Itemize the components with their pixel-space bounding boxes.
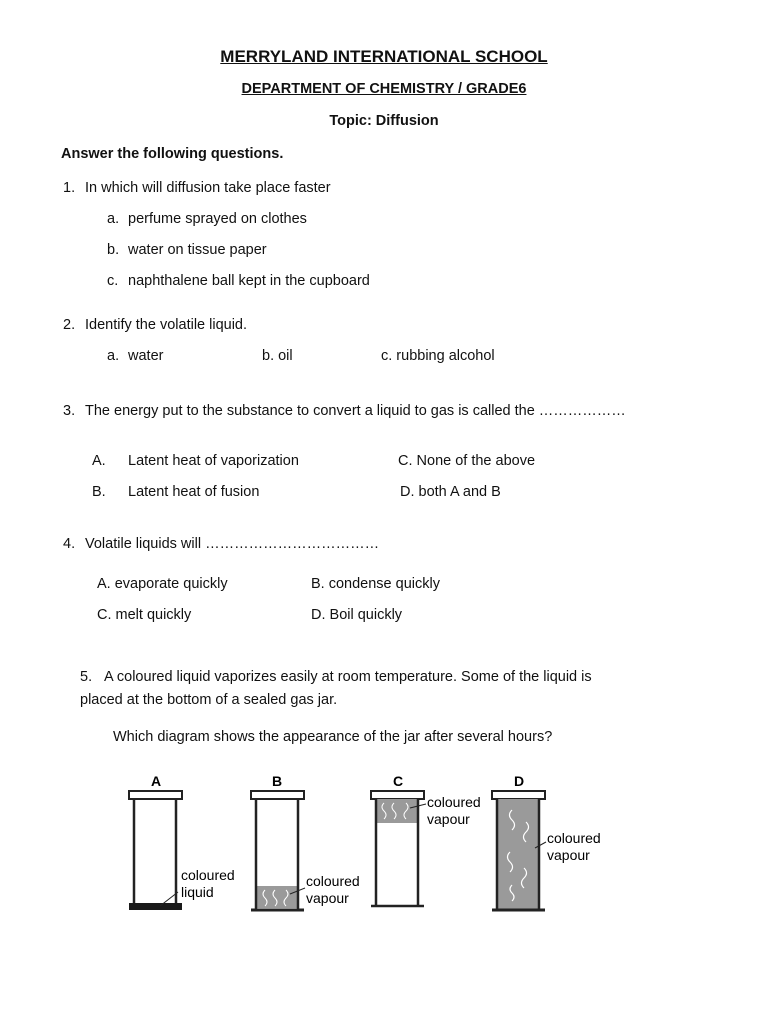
q4-option-d: D. Boil quickly (311, 607, 403, 623)
q1-option-a-text: perfume sprayed on clothes (128, 211, 307, 227)
question-5-line1: A coloured liquid vaporizes easily at room temperature. Some of the liquid is (104, 669, 592, 685)
q3-option-c: C. None of the above (398, 453, 536, 469)
jar-b (251, 773, 360, 910)
jar-d-vapour (497, 799, 539, 909)
question-4-text: Volatile liquids will ……………………………… (85, 536, 380, 552)
q4-option-b: B. condense quickly (311, 576, 440, 592)
q1-option-a-label: a. (107, 211, 120, 227)
question-3-number: 3. (63, 403, 76, 419)
jar-a-liquid (129, 903, 182, 910)
question-1-number: 1. (63, 180, 76, 196)
q2-option-a-text: water (128, 348, 164, 364)
question-5-number: 5. (80, 669, 93, 685)
jar-a-label-line1: coloured (181, 867, 235, 883)
q3-option-b-text: Latent heat of fusion (128, 484, 260, 500)
q4-option-c: C. melt quickly (97, 607, 192, 623)
question-3-text: The energy put to the substance to convert a liquid to gas is called the ……………… (85, 403, 626, 419)
question-5-line2: placed at the bottom of a sealed gas jar. (80, 692, 338, 708)
jar-d-label-line1: coloured (547, 830, 601, 846)
q1-option-b-text: water on tissue paper (128, 242, 267, 258)
question-5-prompt: Which diagram shows the appearance of the jar after several hours? (113, 729, 553, 745)
gas-jar-diagram (0, 760, 768, 930)
q1-option-c-text: naphthalene ball kept in the cupboard (128, 273, 370, 289)
jar-a-letter: A (150, 773, 162, 789)
question-4-number: 4. (63, 536, 76, 552)
jar-c-label-line2: vapour (427, 811, 470, 827)
question-1-text: In which will diffusion take place faster (85, 180, 331, 196)
jar-a-label-line2: liquid (181, 884, 214, 900)
q2-option-c: c. rubbing alcohol (381, 348, 495, 364)
q3-option-a-label: A. (92, 453, 106, 469)
question-2-text: Identify the volatile liquid. (85, 317, 248, 333)
q3-option-b-label: B. (92, 484, 106, 500)
jar-c-letter: C (392, 773, 404, 789)
jar-a (129, 773, 235, 910)
topic-title: Topic: Diffusion (329, 113, 439, 129)
q2-option-b: b. oil (262, 348, 293, 364)
q1-option-c-label: c. (107, 273, 119, 289)
jar-d-lid (492, 791, 545, 799)
jar-d-letter: D (513, 773, 525, 789)
question-2-number: 2. (63, 317, 76, 333)
school-title: MERRYLAND INTERNATIONAL SCHOOL (220, 47, 548, 66)
q3-option-a-text: Latent heat of vaporization (128, 453, 299, 469)
q2-option-a-label: a. (107, 348, 120, 364)
jar-c-vapour (376, 799, 418, 823)
jar-b-letter: B (271, 773, 283, 789)
jar-d (492, 773, 601, 910)
jar-c-label-line1: coloured (427, 794, 481, 810)
jar-b-label-line1: coloured (306, 873, 360, 889)
jar-a-lid (129, 791, 182, 799)
jar-c-lid (371, 791, 424, 799)
instructions: Answer the following questions. (61, 146, 284, 162)
jar-d-label-line2: vapour (547, 847, 590, 863)
q4-option-a: A. evaporate quickly (97, 576, 228, 592)
jar-b-vapour (256, 886, 298, 908)
q1-option-b-label: b. (107, 242, 120, 258)
department-title: DEPARTMENT OF CHEMISTRY / GRADE6 (241, 81, 527, 97)
jar-b-label-line2: vapour (306, 890, 349, 906)
jar-b-lid (251, 791, 304, 799)
jar-c (371, 773, 481, 906)
q3-option-d: D. both A and B (400, 484, 501, 500)
